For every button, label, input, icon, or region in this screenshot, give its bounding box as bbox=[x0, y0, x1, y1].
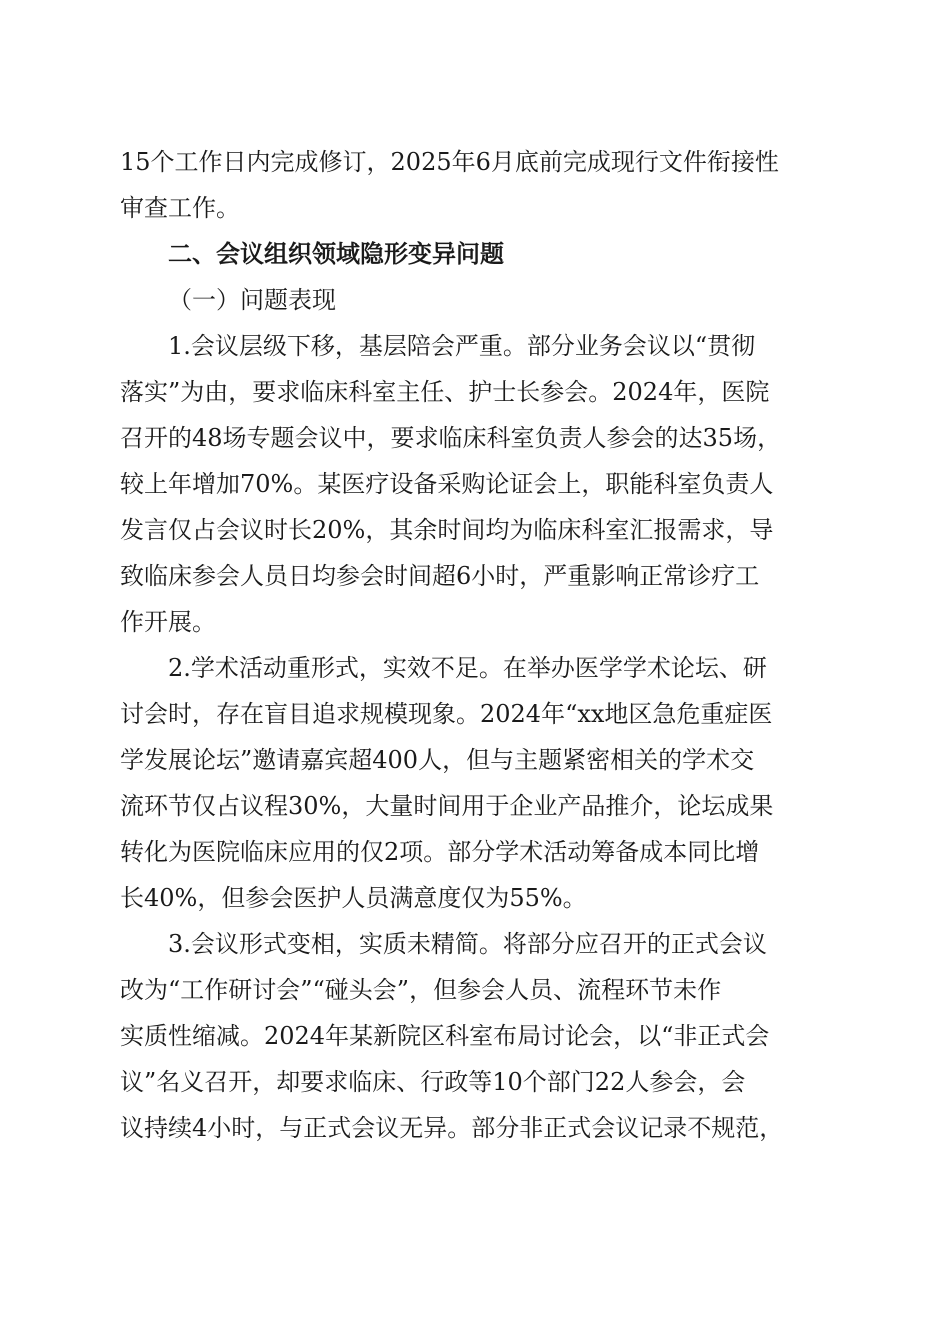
body-text-line: 改为“工作研讨会”“碰头会”，但参会人员、流程环节未作 bbox=[120, 976, 722, 1004]
body-text-line: 长40%，但参会医护人员满意度仅为55%。 bbox=[120, 884, 587, 912]
section-heading: 二、会议组织领域隐形变异问题 bbox=[168, 240, 504, 268]
body-text-line: 议”名义召开，却要求临床、行政等10个部门22人参会，会 bbox=[120, 1068, 746, 1096]
body-text-line: 较上年增加70%。某医疗设备采购论证会上，职能科室负责人 bbox=[120, 470, 774, 498]
body-text-line: 转化为医院临床应用的仅2项。部分学术活动筹备成本同比增 bbox=[120, 838, 760, 866]
body-text-line: 议持续4小时，与正式会议无异。部分非正式会议记录不规范， bbox=[120, 1114, 784, 1142]
body-text-line: 流环节仅占议程30%，大量时间用于企业产品推介，论坛成果 bbox=[120, 792, 774, 820]
paragraph-first-line: 1.会议层级下移，基层陪会严重。部分业务会议以“贯彻 bbox=[168, 332, 756, 360]
body-text-line: 致临床参会人员日均参会时间超6小时，严重影响正常诊疗工 bbox=[120, 562, 760, 590]
body-text-line: 15个工作日内完成修订，2025年6月底前完成现行文件衔接性 bbox=[120, 148, 779, 176]
subsection-heading: （一）问题表现 bbox=[168, 286, 336, 314]
body-text-line: 发言仅占会议时长20%，其余时间均为临床科室汇报需求，导 bbox=[120, 516, 774, 544]
body-text-line: 学发展论坛”邀请嘉宾超400人，但与主题紧密相关的学术交 bbox=[120, 746, 755, 774]
paragraph-first-line: 3.会议形式变相，实质未精简。将部分应召开的正式会议 bbox=[168, 930, 767, 958]
body-text-line: 落实”为由，要求临床科室主任、护士长参会。2024年，医院 bbox=[120, 378, 770, 406]
body-text-line: 作开展。 bbox=[120, 608, 216, 636]
body-text-line: 实质性缩减。2024年某新院区科室布局讨论会，以“非正式会 bbox=[120, 1022, 770, 1050]
body-text-line: 审查工作。 bbox=[120, 194, 240, 222]
paragraph-first-line: 2.学术活动重形式，实效不足。在举办医学学术论坛、研 bbox=[168, 654, 767, 682]
body-text-line: 讨会时，存在盲目追求规模现象。2024年“xx地区急危重症医 bbox=[120, 700, 773, 728]
body-text-line: 召开的48场专题会议中，要求临床科室负责人参会的达35场， bbox=[120, 424, 782, 452]
